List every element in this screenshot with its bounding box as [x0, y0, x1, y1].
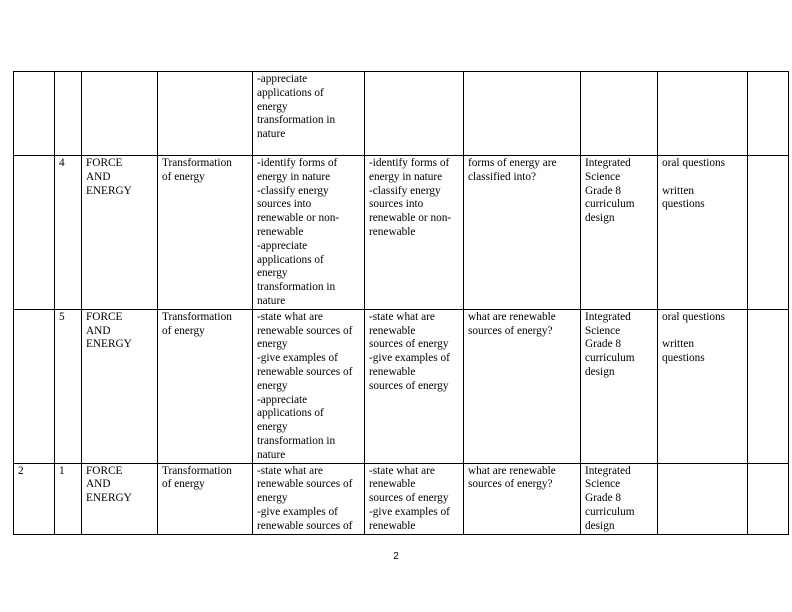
assessment-cell: oral questions written questions: [658, 309, 748, 463]
sub-strand-cell: Transformation of energy: [158, 309, 253, 463]
learning-resources-cell: [581, 72, 658, 156]
learning-outcomes-cell: -state what are renewable sources of energy -give examples of renewable sources of: [253, 463, 365, 534]
key-inquiry-question-cell: [464, 72, 581, 156]
table-row: [14, 309, 789, 463]
learning-resources-cell: Integrated Science Grade 8 curriculum design: [581, 463, 658, 534]
scheme-of-work-table: [13, 71, 789, 535]
assessment-cell: [658, 72, 748, 156]
page-number: 2: [393, 551, 399, 562]
key-inquiry-question-cell: what are renewable sources of energy?: [464, 463, 581, 534]
week-cell: [14, 309, 55, 463]
reflection-cell: [748, 156, 789, 310]
learning-resources-cell: Integrated Science Grade 8 curriculum design: [581, 309, 658, 463]
learning-outcomes-cell: -appreciate applications of energy transformation in nature: [253, 72, 365, 156]
strand-cell: FORCE AND ENERGY: [82, 309, 158, 463]
learning-experiences-cell: -identify forms of energy in nature -classify energy sources into renewable or non- renewable: [365, 156, 464, 310]
lesson-cell: 1: [55, 463, 82, 534]
strand-cell: FORCE AND ENERGY: [82, 156, 158, 310]
learning-experiences-cell: -state what are renewable sources of energy -give examples of renewable sources of energy: [365, 309, 464, 463]
table-row: [14, 463, 789, 534]
strand-cell: FORCE AND ENERGY: [82, 463, 158, 534]
learning-outcomes-cell: -identify forms of energy in nature -classify energy sources into renewable or non- renewable -appreciate applications of energy transformation in nature: [253, 156, 365, 310]
sub-strand-cell: Transformation of energy: [158, 463, 253, 534]
lesson-cell: [55, 72, 82, 156]
reflection-cell: [748, 309, 789, 463]
learning-experiences-cell: -state what are renewable sources of energy -give examples of renewable: [365, 463, 464, 534]
week-cell: [14, 72, 55, 156]
sub-strand-cell: Transformation of energy: [158, 156, 253, 310]
reflection-cell: [748, 463, 789, 534]
week-cell: 2: [14, 463, 55, 534]
table-row: [14, 72, 789, 156]
learning-outcomes-cell: -state what are renewable sources of energy -give examples of renewable sources of energy -appreciate applications of energy transformation in nature: [253, 309, 365, 463]
sub-strand-cell: [158, 72, 253, 156]
table-row: [14, 156, 789, 310]
week-cell: [14, 156, 55, 310]
lesson-cell: 4: [55, 156, 82, 310]
key-inquiry-question-cell: what are renewable sources of energy?: [464, 309, 581, 463]
lesson-cell: 5: [55, 309, 82, 463]
assessment-cell: [658, 463, 748, 534]
key-inquiry-question-cell: forms of energy are classified into?: [464, 156, 581, 310]
learning-experiences-cell: [365, 72, 464, 156]
assessment-cell: oral questions written questions: [658, 156, 748, 310]
reflection-cell: [748, 72, 789, 156]
learning-resources-cell: Integrated Science Grade 8 curriculum design: [581, 156, 658, 310]
strand-cell: [82, 72, 158, 156]
